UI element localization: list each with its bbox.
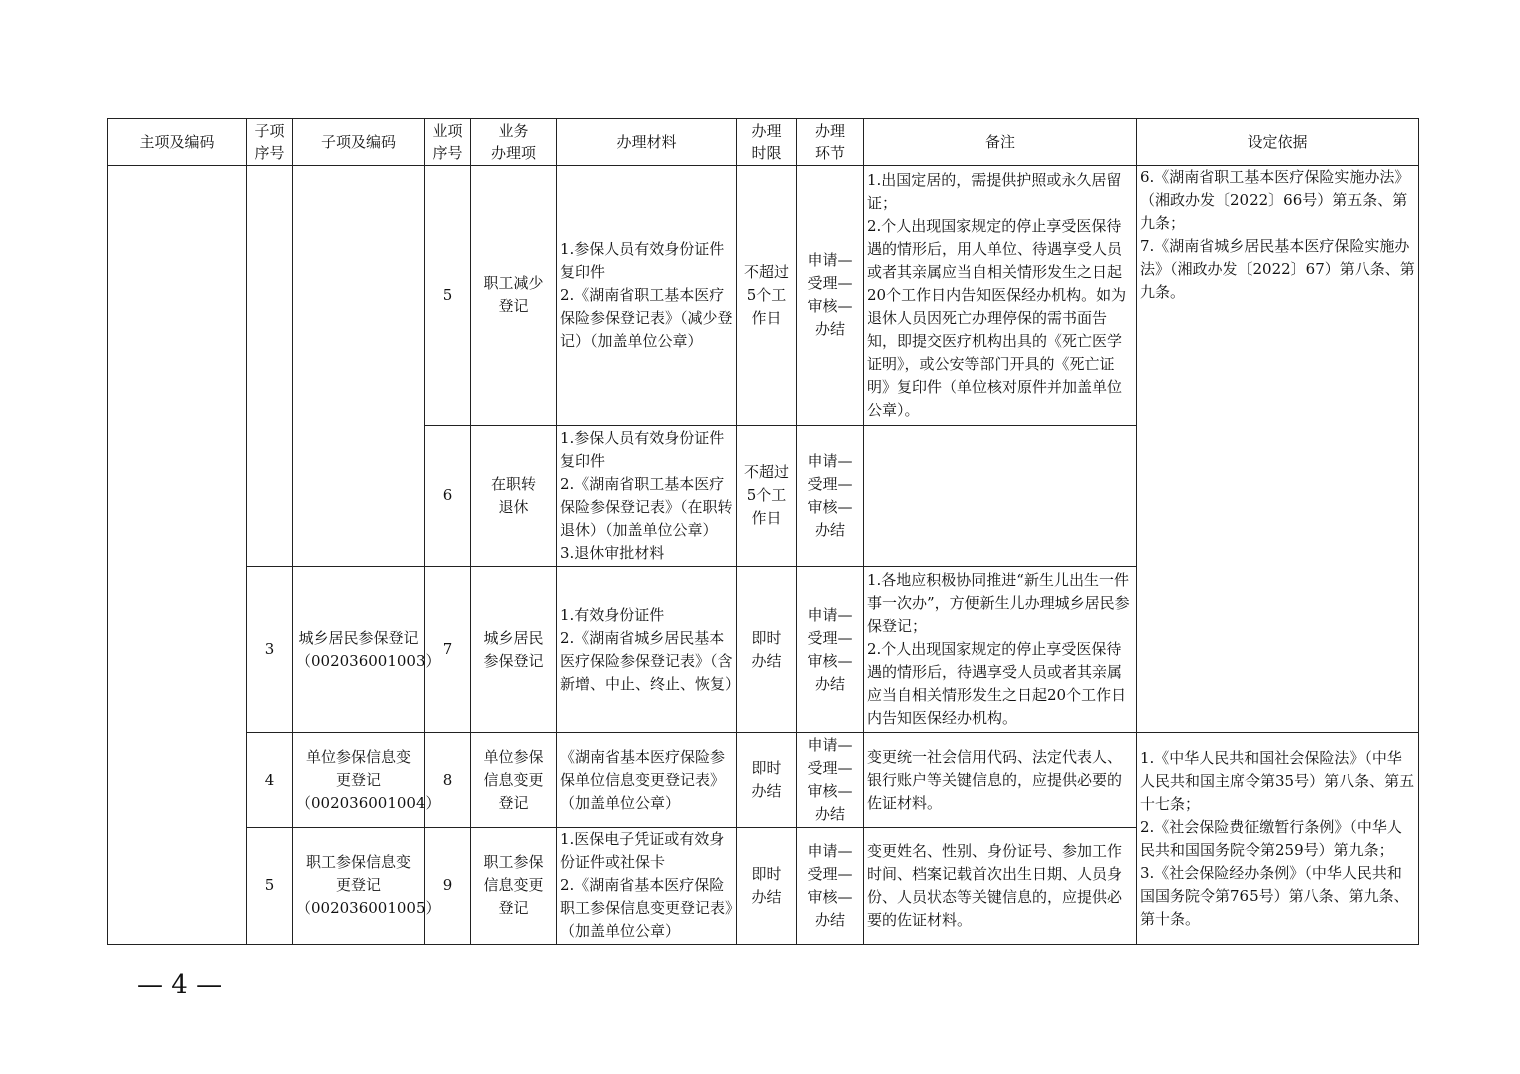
time-limit-cell: 即时 办结 <box>737 733 797 827</box>
time-limit-cell: 不超过 5个工 作日 <box>737 166 797 426</box>
header-steps: 办理 环节 <box>797 119 864 166</box>
steps-cell: 申请— 受理— 审核— 办结 <box>797 827 864 944</box>
biz-no-cell: 7 <box>425 567 471 733</box>
time-limit-cell: 即时 办结 <box>737 567 797 733</box>
biz-no-cell: 8 <box>425 733 471 827</box>
header-sub-item: 子项及编码 <box>293 119 425 166</box>
header-basis: 设定依据 <box>1137 119 1419 166</box>
sub-item-cell <box>293 166 425 567</box>
biz-item-cell: 城乡居民 参保登记 <box>471 567 557 733</box>
header-materials: 办理材料 <box>557 119 737 166</box>
materials-cell: 《湖南省基本医疗保险参保单位信息变更登记表》（加盖单位公章） <box>557 733 737 827</box>
sub-no-cell: 3 <box>247 567 293 733</box>
sub-no-cell <box>247 166 293 567</box>
notes-cell: 变更姓名、性别、身份证号、参加工作时间、档案记载首次出生日期、人员身份、人员状态等关键信息的，应提供必要的佐证材料。 <box>864 827 1137 944</box>
steps-cell: 申请— 受理— 审核— 办结 <box>797 166 864 426</box>
steps-cell: 申请— 受理— 审核— 办结 <box>797 567 864 733</box>
biz-item-cell: 职工减少 登记 <box>471 166 557 426</box>
header-sub-no: 子项 序号 <box>247 119 293 166</box>
materials-cell: 1.参保人员有效身份证件复印件 2.《湖南省职工基本医疗保险参保登记表》（减少登记）（加盖单位公章） <box>557 166 737 426</box>
service-table <box>107 118 1419 945</box>
biz-item-cell: 职工参保 信息变更 登记 <box>471 827 557 944</box>
materials-cell: 1.医保电子凭证或有效身份证件或社保卡 2.《湖南省基本医疗保险职工参保信息变更登记表》（加盖单位公章） <box>557 827 737 944</box>
biz-item-cell: 单位参保 信息变更 登记 <box>471 733 557 827</box>
basis-cell: 6.《湖南省职工基本医疗保险实施办法》（湘政办发〔2022〕66号）第五条、第九条； 7.《湖南省城乡居民基本医疗保险实施办法》（湘政办发〔2022〕67）第八条、第九条。 <box>1137 166 1419 733</box>
header-biz-no: 业项 序号 <box>425 119 471 166</box>
sub-item-cell: 单位参保信息变 更登记 （002036001004） <box>293 733 425 827</box>
notes-cell: 变更统一社会信用代码、法定代表人、银行账户等关键信息的，应提供必要的佐证材料。 <box>864 733 1137 827</box>
sub-item-cell: 城乡居民参保登记 （002036001003） <box>293 567 425 733</box>
table-row <box>108 166 1419 426</box>
materials-cell: 1.参保人员有效身份证件复印件 2.《湖南省职工基本医疗保险参保登记表》（在职转退休）（加盖单位公章） 3.退休审批材料 <box>557 425 737 566</box>
header-biz-item: 业务 办理项 <box>471 119 557 166</box>
time-limit-cell: 不超过 5个工 作日 <box>737 425 797 566</box>
notes-cell: 1.各地应积极协同推进“新生儿出生一件事一次办”，方便新生儿办理城乡居民参保登记； 2.个人出现国家规定的停止享受医保待遇的情形后，待遇享受人员或者其亲属应当自相关情形发生之日起20个工作日内告知医保经办机构。 <box>864 567 1137 733</box>
sub-no-cell: 5 <box>247 827 293 944</box>
biz-item-cell: 在职转 退休 <box>471 425 557 566</box>
steps-cell: 申请— 受理— 审核— 办结 <box>797 425 864 566</box>
main-item-cell <box>108 166 247 945</box>
table-row <box>108 733 1419 827</box>
page-number: — 4 — <box>137 970 223 1000</box>
biz-no-cell: 6 <box>425 425 471 566</box>
materials-cell: 1.有效身份证件 2.《湖南省城乡居民基本医疗保险参保登记表》（含新增、中止、终止、恢复） <box>557 567 737 733</box>
time-limit-cell: 即时 办结 <box>737 827 797 944</box>
header-notes: 备注 <box>864 119 1137 166</box>
biz-no-cell: 9 <box>425 827 471 944</box>
header-time-limit: 办理 时限 <box>737 119 797 166</box>
sub-no-cell: 4 <box>247 733 293 827</box>
biz-no-cell: 5 <box>425 166 471 426</box>
steps-cell: 申请— 受理— 审核— 办结 <box>797 733 864 827</box>
notes-cell <box>864 425 1137 566</box>
notes-cell: 1.出国定居的，需提供护照或永久居留证； 2.个人出现国家规定的停止享受医保待遇的情形后，用人单位、待遇享受人员或者其亲属应当自相关情形发生之日起20个工作日内告知医保经办机构。如为退休人员因死亡办理停保的需书面告知，即提交医疗机构出具的《死亡医学证明》，或公安等部门开具的《死亡证明》复印件（单位核对原件并加盖单位公章）。 <box>864 166 1137 426</box>
header-main-item: 主项及编码 <box>108 119 247 166</box>
sub-item-cell: 职工参保信息变 更登记 （002036001005） <box>293 827 425 944</box>
header-row <box>108 119 1419 166</box>
basis-cell: 1.《中华人民共和国社会保险法》（中华人民共和国主席令第35号）第八条、第五十七条； 2.《社会保险费征缴暂行条例》（中华人民共和国国务院令第259号）第九条； 3.《社会保险经办条例》（中华人民共和国国务院令第765号）第八条、第九条、第十条。 <box>1137 733 1419 945</box>
